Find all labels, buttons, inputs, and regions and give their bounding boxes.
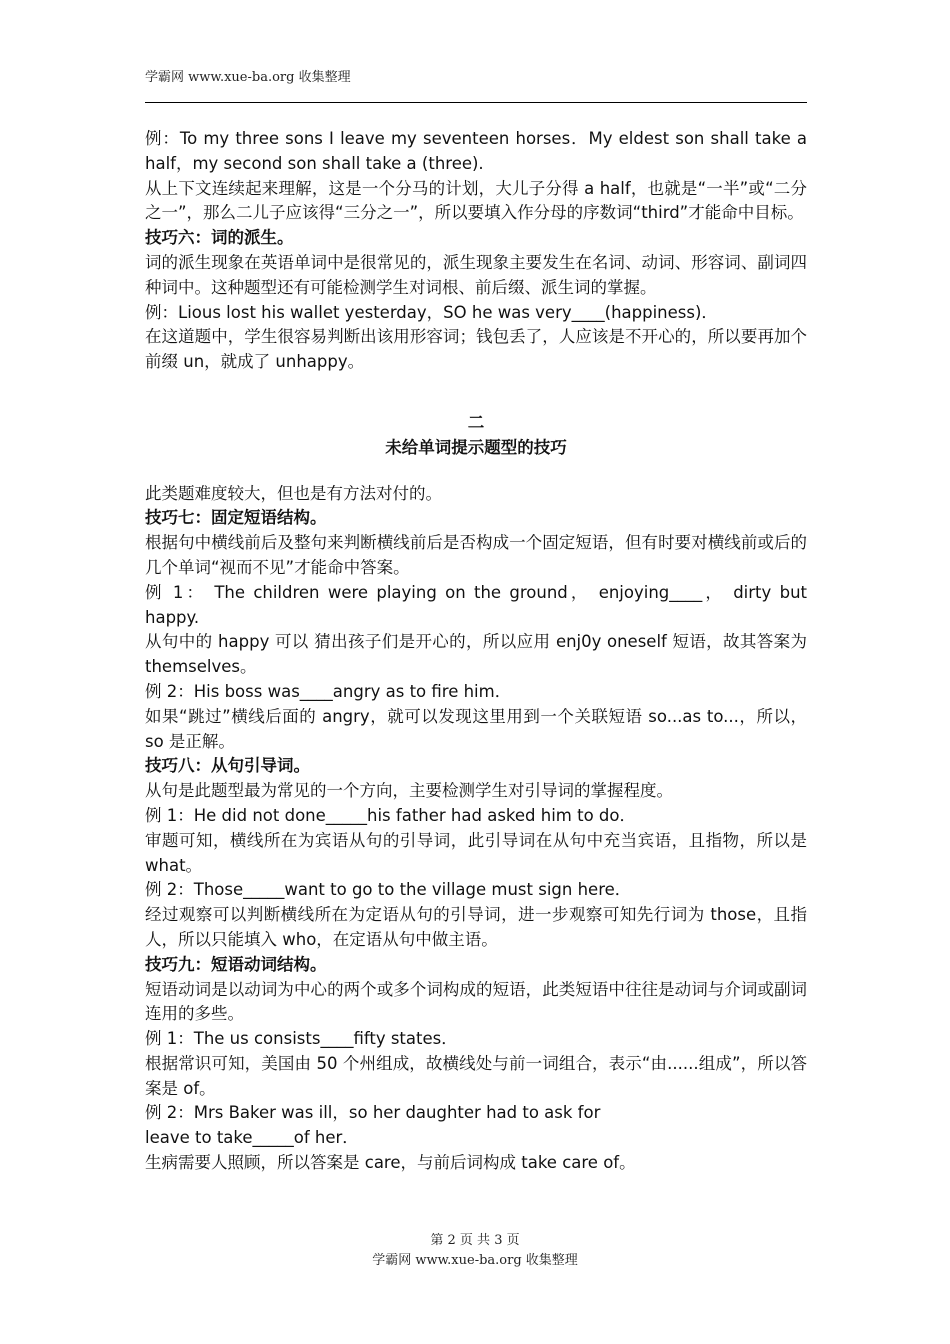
explanation-paragraph: 根据句中横线前后及整句来判断横线前后是否构成一个固定短语，但有时要对横线前或后的几个单词“视而不见”才能命中答案。 bbox=[145, 533, 807, 577]
example-paragraph: 例：To my three sons I leave my seventeen horses．My eldest son shall take a half，my second son shall take a (three). bbox=[145, 129, 807, 173]
example-paragraph: 例 1：He did not done_____his father had asked him to do． bbox=[145, 805, 636, 825]
explanation-paragraph: 从句是此题型最为常见的一个方向，主要检测学生对引导词的掌握程度。 bbox=[145, 781, 673, 801]
explanation-paragraph: 从句中的 happy 可以 猜出孩子们是开心的，所以应用 enj0y oneself 短语，故其答案为 themselves。 bbox=[145, 632, 807, 677]
intro-paragraph: 此类题难度较大，但也是有方法对付的。 bbox=[145, 483, 442, 503]
tip-heading: 技巧九：短语动词结构。 bbox=[145, 954, 327, 974]
explanation-paragraph: 经过观察可以判断横线所在为定语从句的引导词，进一步观察可知先行词为 those，且指人，所以只能填入 who，在定语从句中做主语。 bbox=[145, 905, 807, 949]
page-header: 学霸网 www.xue-ba.org 收集整理 bbox=[145, 70, 351, 85]
tip-heading: 技巧八：从句引导词。 bbox=[145, 756, 310, 776]
example-paragraph-continued: leave to take_____of her． bbox=[145, 1128, 359, 1148]
example-paragraph: 例：Lious lost his wallet yesterday，SO he was very____(happiness)． bbox=[145, 302, 718, 322]
explanation-paragraph: 根据常识可知，美国由 50 个州组成，故横线处与前一词组合，表示“由......组成”，所以答案是 of。 bbox=[145, 1053, 807, 1098]
page-number: 第 2 页 共 3 页 bbox=[430, 1233, 520, 1248]
explanation-paragraph: 词的派生现象在英语单词中是很常见的，派生现象主要发生在名词、动词、形容词、副词四种词中。这种题型还有可能检测学生对词根、前后缀、派生词的掌握。 bbox=[145, 252, 807, 297]
tip-heading: 技巧七：固定短语结构。 bbox=[145, 508, 327, 528]
explanation-paragraph: 在这道题中，学生很容易判断出该用形容词；钱包丢了，人应该是不开心的，所以要再加个前缀 un，就成了 unhappy。 bbox=[145, 327, 807, 372]
page-footer: 学霸网 www.xue-ba.org 收集整理 bbox=[372, 1253, 578, 1268]
section-title: 未给单词提示题型的技巧 bbox=[385, 437, 567, 457]
example-paragraph: 例 2：His boss was____angry as to fire him． bbox=[145, 681, 512, 701]
example-paragraph: 例 1：The us consists____fifty states． bbox=[145, 1029, 458, 1049]
header-divider bbox=[145, 102, 807, 103]
explanation-paragraph: 审题可知，横线所在为宾语从句的引导词，此引导词在从句中充当宾语，且指物，所以是 what。 bbox=[145, 830, 807, 875]
explanation-paragraph: 生病需要人照顾，所以答案是 care，与前后词构成 take care of。 bbox=[145, 1153, 636, 1173]
example-paragraph: 例 2：Mrs Baker was ill，so her daughter had to ask for bbox=[145, 1103, 601, 1123]
example-paragraph: 例 2：Those_____want to go to the village must sign here． bbox=[145, 880, 632, 900]
explanation-paragraph: 如果“跳过”横线后面的 angry，就可以发现这里用到一个关联短语 so...as to...，所以，so 是正解。 bbox=[145, 706, 807, 751]
document-body bbox=[145, 127, 807, 1176]
tip-heading: 技巧六：词的派生。 bbox=[145, 228, 294, 248]
explanation-paragraph: 短语动词是以动词为中心的两个或多个词构成的短语，此类短语中往往是动词与介词或副词连用的多些。 bbox=[145, 979, 807, 1024]
explanation-paragraph: 从上下文连续起来理解，这是一个分马的计划，大儿子分得 a half，也就是“一半”或“二分之一”，那么二儿子应该得“三分之一”，所以要填入作分母的序数词“third”才能命中目标。 bbox=[145, 178, 807, 223]
section-number: 二 bbox=[467, 412, 485, 432]
example-paragraph: 例 1： The children were playing on the ground， enjoying____， dirty but happy. bbox=[145, 582, 807, 627]
